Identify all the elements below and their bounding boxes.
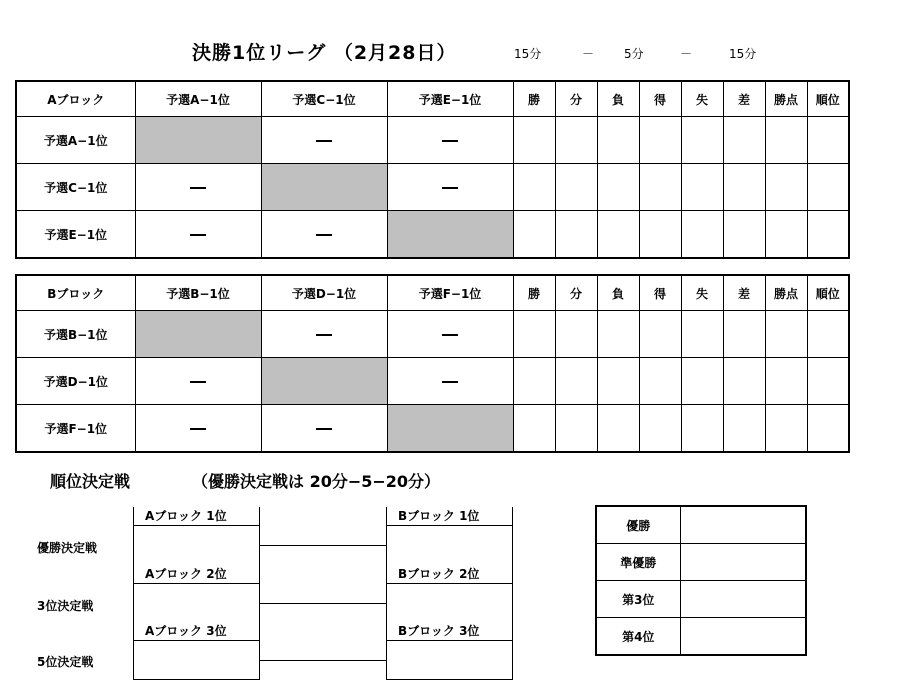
- stat-cell[interactable]: [597, 164, 639, 211]
- row-team: 予選E−1位: [16, 211, 135, 259]
- dash-mark: [190, 234, 206, 236]
- standing-entry[interactable]: [680, 506, 806, 544]
- column-rank: 順位: [807, 275, 849, 311]
- bracket-label-right: Bブロック 3位: [386, 622, 512, 641]
- stat-cell[interactable]: [597, 405, 639, 453]
- match-cell[interactable]: [135, 405, 261, 453]
- self-match-cell: [387, 211, 513, 259]
- stat-cell[interactable]: [597, 358, 639, 405]
- stat-cell[interactable]: [513, 164, 555, 211]
- column-goal-difference: 差: [723, 81, 765, 117]
- dash-mark: [442, 334, 458, 336]
- stat-cell[interactable]: [807, 311, 849, 358]
- stat-cell[interactable]: [597, 211, 639, 259]
- dash-mark: [190, 381, 206, 383]
- column-draws: 分: [555, 275, 597, 311]
- stat-cell[interactable]: [639, 405, 681, 453]
- stat-cell[interactable]: [639, 358, 681, 405]
- stat-cell[interactable]: [807, 405, 849, 453]
- stat-cell[interactable]: [639, 117, 681, 164]
- schedule-first-half: 15分: [514, 47, 542, 61]
- stat-cell[interactable]: [681, 164, 723, 211]
- self-match-cell: [135, 311, 261, 358]
- column-points: 勝点: [765, 275, 807, 311]
- dash-mark: [190, 428, 206, 430]
- dash-mark: [316, 334, 332, 336]
- stat-cell[interactable]: [597, 117, 639, 164]
- league-table-b: [15, 274, 850, 453]
- stat-cell[interactable]: [555, 211, 597, 259]
- table-header-row: [16, 275, 849, 311]
- bracket-entry-box[interactable]: [386, 642, 514, 679]
- column-goal-difference: 差: [723, 275, 765, 311]
- match-label: 5位決定戦: [37, 655, 94, 669]
- stat-cell[interactable]: [723, 311, 765, 358]
- stat-cell[interactable]: [765, 164, 807, 211]
- block-corner: Bブロック: [16, 275, 135, 311]
- stat-cell[interactable]: [681, 358, 723, 405]
- dash-mark: [442, 187, 458, 189]
- stat-cell[interactable]: [723, 405, 765, 453]
- schedule-separator: －: [582, 47, 595, 61]
- stat-cell[interactable]: [513, 211, 555, 259]
- self-match-cell: [135, 117, 261, 164]
- match-cell[interactable]: [261, 311, 387, 358]
- block-corner: Aブロック: [16, 81, 135, 117]
- stat-cell[interactable]: [639, 164, 681, 211]
- stat-cell[interactable]: [681, 405, 723, 453]
- dash-mark: [316, 140, 332, 142]
- stat-cell[interactable]: [723, 211, 765, 259]
- bracket-label-left: Aブロック 2位: [133, 565, 259, 584]
- stat-cell[interactable]: [555, 358, 597, 405]
- bracket-label-right: Bブロック 2位: [386, 565, 512, 584]
- column-rank: 順位: [807, 81, 849, 117]
- stat-cell[interactable]: [513, 117, 555, 164]
- stat-cell[interactable]: [681, 211, 723, 259]
- stat-cell[interactable]: [765, 211, 807, 259]
- table-row: [596, 581, 806, 618]
- page-title: 決勝1位リーグ （2月28日）: [192, 42, 457, 64]
- column-draws: 分: [555, 81, 597, 117]
- bracket-bottom-line: [133, 679, 260, 680]
- stat-cell[interactable]: [513, 311, 555, 358]
- schedule-separator: －: [680, 47, 693, 61]
- dash-mark: [442, 140, 458, 142]
- stat-cell[interactable]: [723, 117, 765, 164]
- bracket-entry-box[interactable]: [386, 585, 514, 622]
- dash-mark: [442, 381, 458, 383]
- column-wins: 勝: [513, 275, 555, 311]
- column-team: 予選A−1位: [135, 81, 261, 117]
- bracket-connector: [259, 545, 386, 546]
- row-team: 予選C−1位: [16, 164, 135, 211]
- column-goals-for: 得: [639, 275, 681, 311]
- stat-cell[interactable]: [555, 405, 597, 453]
- stat-cell[interactable]: [555, 164, 597, 211]
- table-row: [16, 117, 849, 164]
- bracket-label-left: Aブロック 1位: [133, 507, 259, 526]
- bracket-entry-box[interactable]: [133, 585, 261, 622]
- bracket-connector: [259, 660, 386, 661]
- self-match-cell: [261, 164, 387, 211]
- bracket-bottom-line: [386, 679, 513, 680]
- stat-cell[interactable]: [807, 358, 849, 405]
- bracket-entry-box[interactable]: [133, 527, 261, 565]
- match-cell[interactable]: [387, 164, 513, 211]
- table-row: [16, 211, 849, 259]
- match-cell[interactable]: [387, 358, 513, 405]
- final-standings-table: [595, 505, 807, 656]
- self-match-cell: [387, 405, 513, 453]
- table-row: [16, 405, 849, 453]
- league-table-a: [15, 80, 850, 259]
- stat-cell[interactable]: [723, 358, 765, 405]
- bracket-connector: [259, 603, 386, 604]
- dash-mark: [316, 428, 332, 430]
- column-goals-against: 失: [681, 275, 723, 311]
- row-team: 予選B−1位: [16, 311, 135, 358]
- stat-cell[interactable]: [765, 358, 807, 405]
- match-cell[interactable]: [387, 311, 513, 358]
- standing-label: 第3位: [596, 581, 680, 618]
- standing-label: 優勝: [596, 506, 680, 544]
- stat-cell[interactable]: [597, 311, 639, 358]
- playoff-note: （優勝決定戦は 20分−5−20分）: [192, 472, 441, 491]
- schedule-second-half: 15分: [729, 47, 757, 61]
- stat-cell[interactable]: [807, 117, 849, 164]
- column-goals-for: 得: [639, 81, 681, 117]
- stat-cell[interactable]: [639, 211, 681, 259]
- table-header-row: [16, 81, 849, 117]
- table-row: [596, 544, 806, 581]
- match-cell[interactable]: [261, 405, 387, 453]
- match-cell[interactable]: [135, 211, 261, 259]
- stat-cell[interactable]: [681, 117, 723, 164]
- match-cell[interactable]: [261, 117, 387, 164]
- match-cell[interactable]: [261, 211, 387, 259]
- match-cell[interactable]: [135, 358, 261, 405]
- table-row: [596, 506, 806, 544]
- dash-mark: [190, 187, 206, 189]
- column-losses: 負: [597, 275, 639, 311]
- standing-label: 準優勝: [596, 544, 680, 581]
- stat-cell[interactable]: [765, 311, 807, 358]
- table-row: [16, 164, 849, 211]
- schedule-break: 5分: [624, 47, 644, 61]
- stat-cell[interactable]: [807, 164, 849, 211]
- stat-cell[interactable]: [513, 405, 555, 453]
- stat-cell[interactable]: [723, 164, 765, 211]
- bracket-entry-box[interactable]: [386, 527, 514, 565]
- stat-cell[interactable]: [681, 311, 723, 358]
- bracket-entry-box[interactable]: [133, 642, 261, 679]
- column-goals-against: 失: [681, 81, 723, 117]
- playoff-title: 順位決定戦: [50, 472, 131, 491]
- column-points: 勝点: [765, 81, 807, 117]
- standing-entry[interactable]: [680, 544, 806, 581]
- column-losses: 負: [597, 81, 639, 117]
- stat-cell[interactable]: [513, 358, 555, 405]
- stat-cell[interactable]: [555, 117, 597, 164]
- match-label: 3位決定戦: [37, 599, 94, 613]
- stat-cell[interactable]: [555, 311, 597, 358]
- match-cell[interactable]: [135, 164, 261, 211]
- bracket-label-right: Bブロック 1位: [386, 507, 512, 526]
- standing-entry[interactable]: [680, 618, 806, 656]
- stat-cell[interactable]: [807, 211, 849, 259]
- table-row: [16, 311, 849, 358]
- match-cell[interactable]: [387, 117, 513, 164]
- column-wins: 勝: [513, 81, 555, 117]
- stat-cell[interactable]: [765, 117, 807, 164]
- stat-cell[interactable]: [765, 405, 807, 453]
- column-team: 予選E−1位: [387, 81, 513, 117]
- column-team: 予選C−1位: [261, 81, 387, 117]
- column-team: 予選B−1位: [135, 275, 261, 311]
- row-team: 予選F−1位: [16, 405, 135, 453]
- self-match-cell: [261, 358, 387, 405]
- match-label: 優勝決定戦: [37, 541, 98, 555]
- dash-mark: [316, 234, 332, 236]
- column-team: 予選F−1位: [387, 275, 513, 311]
- column-team: 予選D−1位: [261, 275, 387, 311]
- bracket-label-left: Aブロック 3位: [133, 622, 259, 641]
- table-row: [596, 618, 806, 656]
- row-team: 予選A−1位: [16, 117, 135, 164]
- standing-entry[interactable]: [680, 581, 806, 618]
- row-team: 予選D−1位: [16, 358, 135, 405]
- table-row: [16, 358, 849, 405]
- standing-label: 第4位: [596, 618, 680, 656]
- stat-cell[interactable]: [639, 311, 681, 358]
